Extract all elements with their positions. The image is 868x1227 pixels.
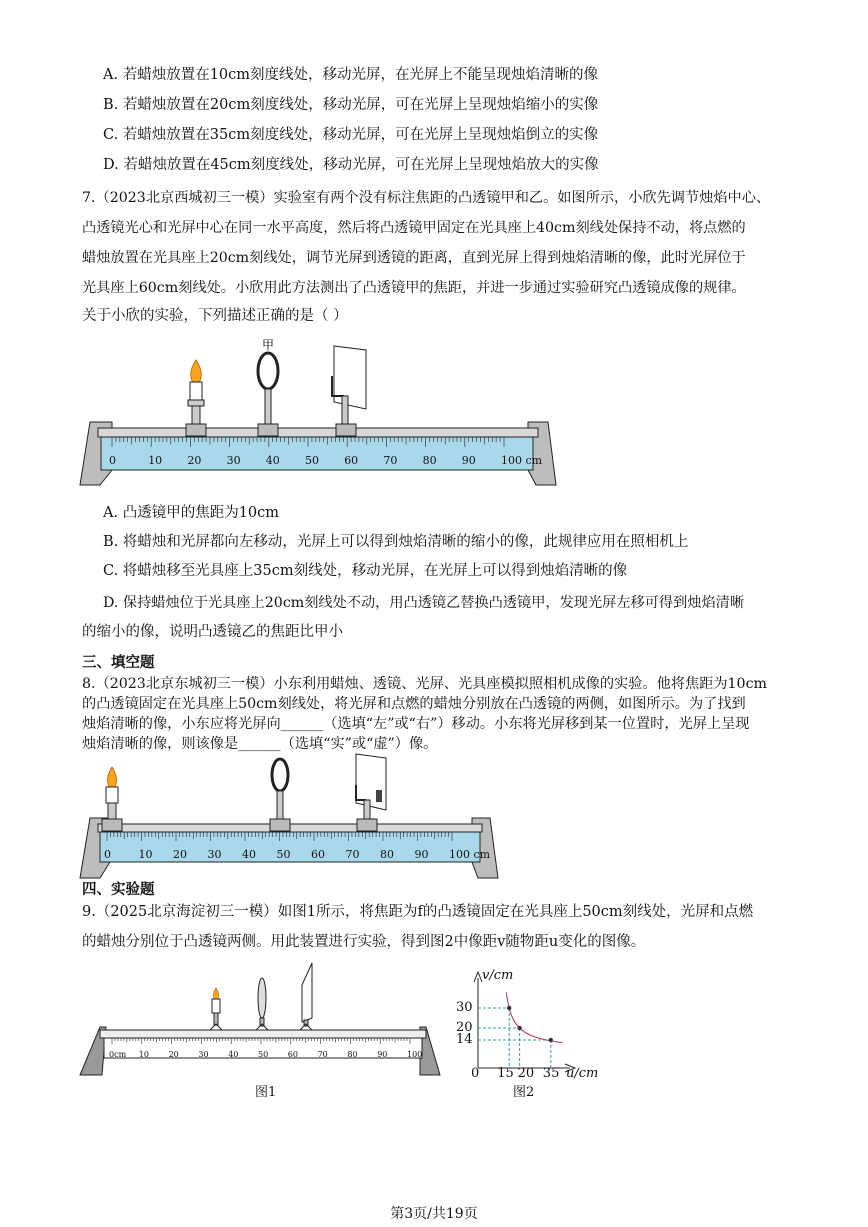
q6-option-a: A. 若蜡烛放置在10cm刻度线处，移动光屏，在光屏上不能呈现烛焰清晰的像 (103, 67, 599, 83)
ruler-label: 40 (228, 1050, 239, 1059)
section-4-heading: 四、实验题 (82, 882, 155, 898)
ruler-label: 10 (138, 1050, 149, 1059)
ruler-label: 90 (414, 848, 429, 861)
ruler-label: 0 (109, 454, 116, 467)
q6-option-b: B. 若蜡烛放置在20cm刻度线处，移动光屏，可在光屏上呈现烛焰缩小的实像 (103, 97, 599, 113)
y-tick-label: 30 (456, 1000, 473, 1015)
q6-option-c: C. 若蜡烛放置在35cm刻度线处，移动光屏，可在光屏上呈现烛焰倒立的实像 (103, 127, 599, 143)
ruler-label: 20 (187, 454, 202, 467)
ruler-label: 80 (380, 848, 394, 861)
q7-lens-label: 甲 (262, 338, 275, 352)
ruler-label: 100 cm (501, 454, 543, 467)
ruler-label: 20 (173, 848, 187, 861)
q7-line-4: 光具座上60cm刻线处。小欣用此方法测出了凸透镜甲的焦距，并进一步通过实验研究凸透镜成像的规律。 (82, 280, 746, 296)
y-axis-label: v/cm (482, 968, 514, 983)
y-tick-label: 20 (456, 1020, 473, 1035)
ruler-label: 50 (276, 848, 291, 861)
series-curve (506, 992, 562, 1042)
x-axis-label: u/cm (566, 1066, 599, 1081)
ruler-label: 40 (242, 848, 256, 861)
ruler-label: 60 (344, 454, 359, 467)
ruler-label: 50 (258, 1050, 269, 1059)
y-tick-label: 14 (456, 1032, 473, 1047)
q8-line-1: 8.（2023北京东城初三一模）小东利用蜡烛、透镜、光屏、光具座模拟照相机成像的实验。他将焦距为10cm (82, 676, 767, 692)
ruler-label: 10 (138, 848, 153, 861)
ruler-label: 40 (265, 454, 280, 467)
section-3-heading: 三、填空题 (82, 655, 155, 671)
ruler-label: 90 (461, 454, 476, 467)
fig2-caption: 图2 (513, 1085, 535, 1100)
q7-line-3: 蜡烛放置在光具座上20cm刻线处，调节光屏到透镜的距离，直到光屏上得到烛焰清晰的像，此时光屏位于 (82, 250, 746, 266)
ruler-label: 30 (226, 454, 241, 467)
q7-option-d: D. 保持蜡烛位于光具座上20cm刻线处不动，用凸透镜乙替换凸透镜甲，发现光屏左移可得到烛焰清晰 (103, 595, 745, 611)
ruler-label: 20 (168, 1050, 179, 1059)
q9-line-1: 9.（2025北京海淀初三一模）如图1所示，将焦距为f的凸透镜固定在光具座上50cm刻线处，光屏和点燃 (82, 904, 754, 920)
ruler-label: 70 (345, 848, 360, 861)
q7-line-2: 凸透镜光心和光屏中心在同一水平高度，然后将凸透镜甲固定在光具座上40cm刻线处保持不动，将点燃的 (82, 220, 746, 236)
x-tick-label: 35 (542, 1066, 560, 1081)
q7-option-d-cont: 的缩小的像，说明凸透镜乙的焦距比甲小 (82, 624, 343, 640)
ruler-label: 70 (383, 454, 398, 467)
q7-line-1: 7.（2023北京西城初三一模）实验室有两个没有标注焦距的凸透镜甲和乙。如图所示，小欣先调节烛焰中心、 (82, 190, 771, 206)
q7-option-a: A. 凸透镜甲的焦距为10cm (103, 505, 280, 521)
ruler-label: 70 (317, 1050, 328, 1059)
q7-option-b: B. 将蜡烛和光屏都向左移动，光屏上可以得到烛焰清晰的缩小的像，此规律应用在照相机上 (103, 534, 689, 550)
ruler-label: 90 (377, 1050, 388, 1059)
q7-option-c: C. 将蜡烛移至光具座上35cm刻线处，移动光屏，在光屏上可以得到烛焰清晰的像 (103, 563, 628, 579)
x-tick-label: 15 (497, 1066, 514, 1081)
ruler-label: 0cm (109, 1050, 127, 1059)
page-footer: 第3页/共19页 (390, 1206, 478, 1222)
q6-option-d: D. 若蜡烛放置在45cm刻度线处，移动光屏，可在光屏上呈现烛焰放大的实像 (103, 157, 599, 173)
q8-line-4: 烛焰清晰的像，则该像是______（选填“实”或“虚”）像。 (82, 736, 438, 752)
ruler-label: 100 cm (449, 848, 491, 861)
data-point (517, 1026, 521, 1030)
fig1-caption: 图1 (255, 1085, 277, 1100)
ruler-label: 0 (104, 848, 111, 861)
data-point (549, 1038, 553, 1042)
q9-line-2: 的蜡烛分别位于凸透镜两侧。用此装置进行实验，得到图2中像距v随物距u变化的图像。 (82, 934, 646, 950)
ruler-label: 30 (207, 848, 222, 861)
ruler-label: 80 (422, 454, 437, 467)
q7-line-5: 关于小欣的实验，下列描述正确的是（ ） (82, 308, 348, 324)
x-tick-label: 20 (517, 1066, 535, 1081)
ruler-label: 60 (287, 1050, 298, 1059)
origin-label: 0 (471, 1066, 480, 1081)
ruler-label: 60 (311, 848, 325, 861)
ruler-label: 10 (148, 454, 163, 467)
ruler-label: 100 (407, 1050, 423, 1059)
ruler-label: 80 (347, 1050, 358, 1059)
ruler-label: 50 (305, 454, 319, 467)
ruler-label: 30 (198, 1050, 209, 1059)
q8-line-2: 的凸透镜固定在光具座上50cm刻线处，将光屏和点燃的蜡烛分别放在凸透镜的两侧，如图所示。为了找到 (82, 696, 746, 712)
data-point (507, 1006, 511, 1010)
q8-line-3: 烛焰清晰的像，小东应将光屏向______（选填“左”或“右”）移动。小东将光屏移到某一位置时，光屏上呈现 (82, 716, 750, 732)
